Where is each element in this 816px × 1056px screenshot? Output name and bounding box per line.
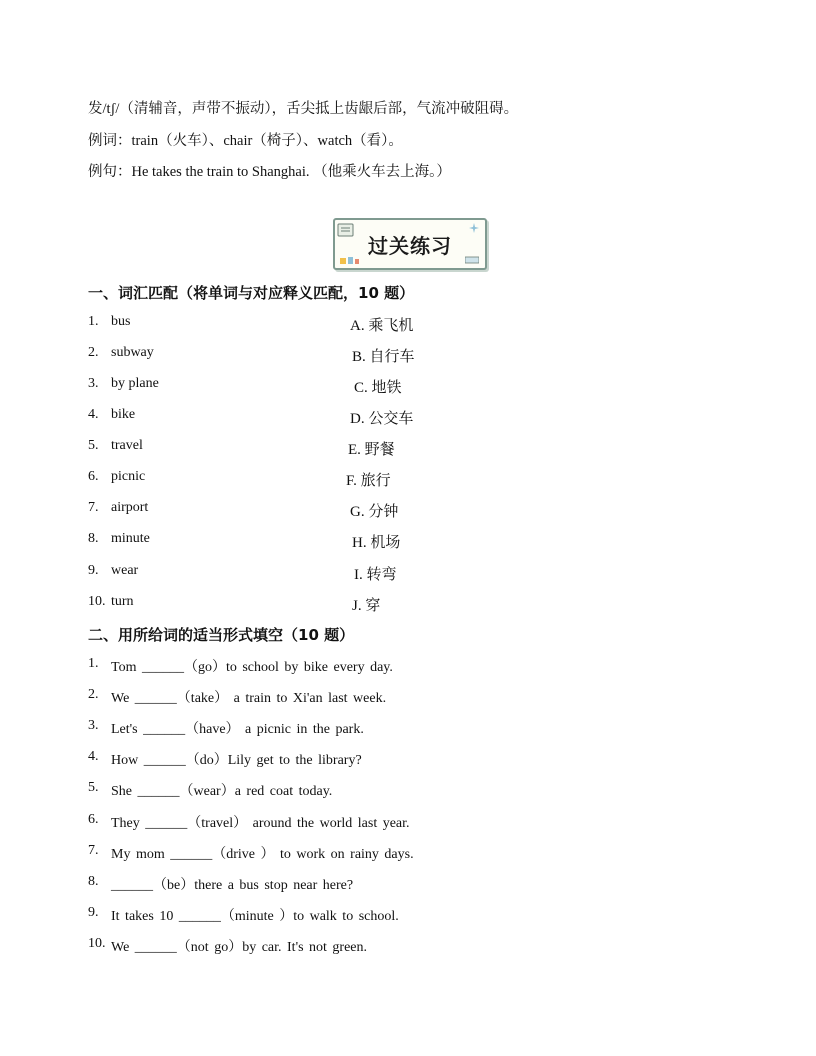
- item-number: 4.: [88, 749, 99, 764]
- match-word: bike: [111, 407, 136, 422]
- match-word: by plane: [111, 376, 159, 391]
- match-option: E. 野餐: [348, 442, 395, 458]
- fill-blank-sentence: Tom ______（go）to school by bike every day.: [111, 660, 393, 675]
- fill-blank-sentence: How ______（do）Lily get to the library?: [111, 753, 362, 768]
- intro-line-2: 例词：train（火车）、chair（椅子）、watch（看）。: [88, 133, 403, 149]
- match-row: [88, 314, 728, 334]
- item-number: 9.: [88, 563, 99, 578]
- match-row: [88, 376, 728, 396]
- item-number: 8.: [88, 531, 99, 546]
- match-row: [88, 594, 728, 614]
- item-number: 3.: [88, 376, 99, 391]
- fill-blank-sentence: ______（be）there a bus stop near here?: [111, 878, 354, 893]
- match-option: B. 自行车: [352, 349, 415, 365]
- match-option: A. 乘飞机: [350, 318, 414, 334]
- match-word: minute: [111, 531, 150, 546]
- item-number: 5.: [88, 780, 99, 795]
- match-row: [88, 469, 728, 489]
- fill-blank-sentence: We ______（take） a train to Xi'an last week.: [111, 691, 387, 706]
- item-number: 8.: [88, 874, 99, 889]
- match-option: I. 转弯: [354, 567, 397, 583]
- item-number: 6.: [88, 812, 99, 827]
- banner-title: 过关练习: [368, 234, 452, 258]
- item-number: 5.: [88, 438, 99, 453]
- match-row: [88, 500, 728, 520]
- match-row: [88, 438, 728, 458]
- fill-blank-sentence: We ______（not go）by car. It's not green.: [111, 940, 368, 955]
- match-row: [88, 407, 728, 427]
- match-option: J. 穿: [352, 598, 381, 614]
- item-number: 9.: [88, 905, 99, 920]
- match-option: D. 公交车: [350, 411, 414, 427]
- section-banner: [333, 218, 487, 270]
- fill-blank-sentence: They ______（travel） around the world last year.: [111, 816, 410, 831]
- item-number: 1.: [88, 314, 99, 329]
- item-number: 2.: [88, 345, 99, 360]
- match-row: [88, 531, 728, 551]
- item-number: 10.: [88, 594, 106, 609]
- match-option: G. 分钟: [350, 504, 399, 520]
- item-number: 2.: [88, 687, 99, 702]
- item-number: 6.: [88, 469, 99, 484]
- intro-line-3: 例句：He takes the train to Shanghai. （他乘火车去上海。）: [88, 164, 451, 180]
- intro-line-1: 发/tʃ/（清辅音，声带不振动），舌尖抵上齿龈后部，气流冲破阻碍。: [88, 101, 519, 117]
- item-number: 10.: [88, 936, 106, 951]
- item-number: 7.: [88, 500, 99, 515]
- item-number: 1.: [88, 656, 99, 671]
- match-word: travel: [111, 438, 143, 453]
- item-number: 4.: [88, 407, 99, 422]
- section-1-title: 一、词汇匹配（将单词与对应释义匹配，10 题）: [88, 284, 415, 302]
- match-word: airport: [111, 500, 149, 515]
- match-word: picnic: [111, 469, 146, 484]
- match-word: subway: [111, 345, 154, 360]
- fill-blank-sentence: Let's ______（have） a picnic in the park.: [111, 722, 364, 737]
- section-2-title: 二、用所给词的适当形式填空（10 题）: [88, 626, 355, 644]
- match-option: C. 地铁: [354, 380, 402, 396]
- match-word: turn: [111, 594, 134, 609]
- item-number: 7.: [88, 843, 99, 858]
- fill-blank-sentence: It takes 10 ______（minute ）to walk to school.: [111, 909, 399, 924]
- match-option: F. 旅行: [346, 473, 391, 489]
- match-option: H. 机场: [352, 535, 401, 551]
- fill-blank-sentence: My mom ______（drive ） to work on rainy days.: [111, 847, 414, 862]
- fill-blank-sentence: She ______（wear）a red coat today.: [111, 784, 333, 799]
- match-word: bus: [111, 314, 131, 329]
- item-number: 3.: [88, 718, 99, 733]
- match-row: [88, 345, 728, 365]
- match-word: wear: [111, 563, 139, 578]
- match-row: [88, 563, 728, 583]
